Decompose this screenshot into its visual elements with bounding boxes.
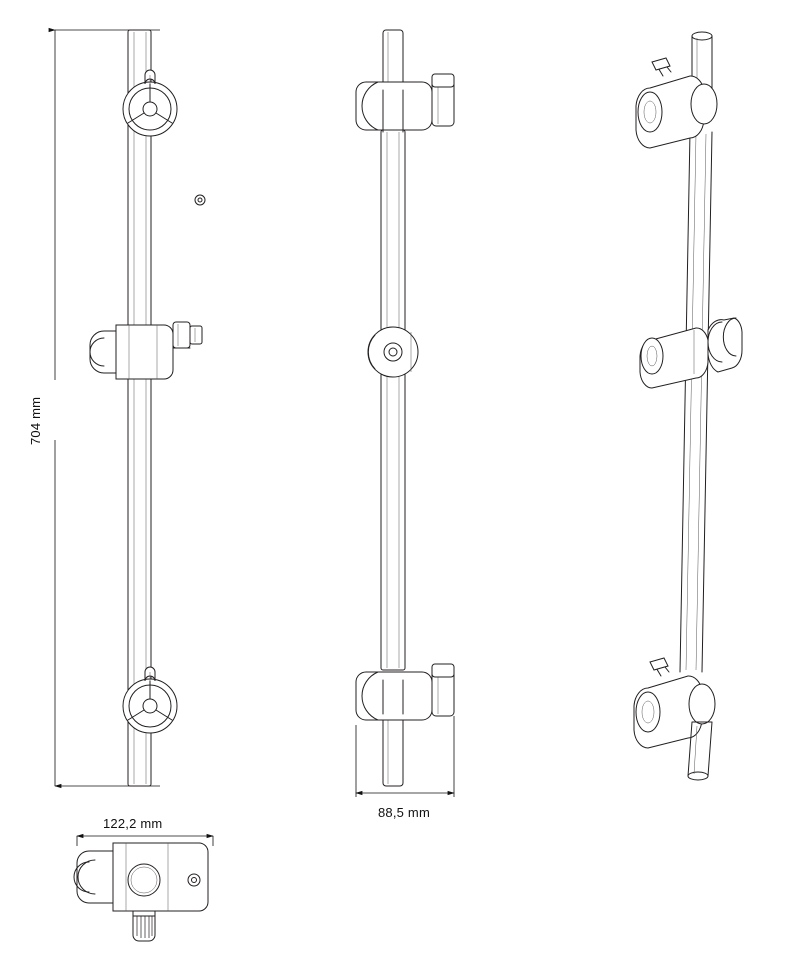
dimension-label-width-bracket: 122,2 mm <box>103 816 163 831</box>
bracket-detail-geometry <box>74 836 213 941</box>
front-view-geometry <box>356 30 454 786</box>
side-view-geometry <box>90 30 205 786</box>
dimension-label-height: 704 mm <box>28 396 43 445</box>
dimension-height <box>55 30 160 786</box>
dimension-width-front <box>356 716 454 797</box>
isometric-view-geometry <box>634 32 742 780</box>
dimension-label-width-front: 88,5 mm <box>378 805 430 820</box>
